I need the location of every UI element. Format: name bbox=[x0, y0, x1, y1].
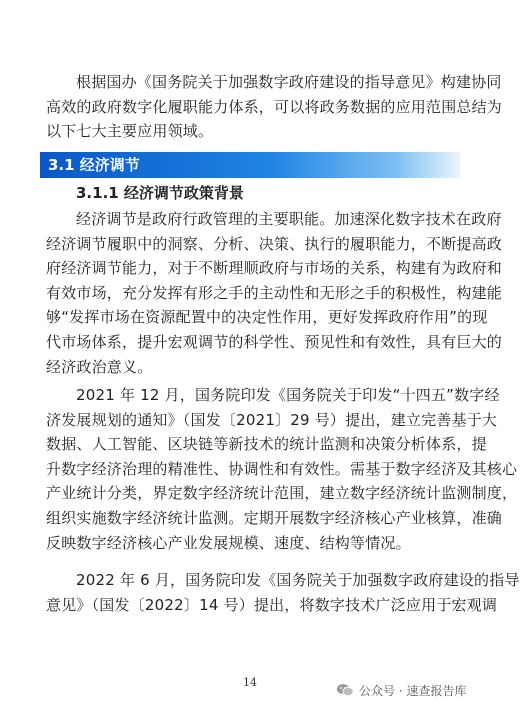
text-line: 2022 年 6 月，国务院印发《国务院关于加强数字政府建设的指导 bbox=[76, 571, 520, 589]
body-paragraph-3 bbox=[46, 568, 520, 617]
text-line: 经济政治意义。 bbox=[46, 357, 153, 376]
section-banner bbox=[40, 152, 460, 178]
wechat-icon bbox=[336, 683, 354, 697]
text-line: 数据、人工智能、区块链等新技术的统计监测和决策分析体系，提 bbox=[46, 435, 487, 454]
section-title: 3.1 经济调节 bbox=[48, 156, 140, 174]
text-line: 组织实施数字经济统计监测。定期开展数字经济核心产业核算，准确 bbox=[46, 508, 503, 527]
text-line: 够“发挥市场在资源配置中的决定性作用，更好发挥政府作用”的现 bbox=[46, 308, 488, 327]
text-line: 产业统计分类，界定数字经济统计范围，建立数字经济统计监测制度， bbox=[46, 484, 518, 503]
text-line: 以下七大主要应用领域。 bbox=[46, 122, 214, 141]
text-line: 经济调节是政府行政管理的主要职能。加速深化数字技术在政府 bbox=[76, 210, 502, 228]
text-line: 根据国办《国务院关于加强数字政府建设的指导意见》构建协同 bbox=[76, 73, 502, 91]
body-paragraph-1 bbox=[46, 207, 503, 379]
text-line: 反映数字经济核心产业发展规模、速度、结构等情况。 bbox=[46, 533, 411, 552]
page-number: 14 bbox=[243, 676, 257, 689]
text-line: 有效市场，充分发挥有形之手的主动性和无形之手的积极性，构建能 bbox=[46, 283, 503, 302]
text-line: 经济调节履职中的洞察、分析、决策、执行的履职能力，不断提高政 bbox=[46, 234, 503, 253]
subsection-title: 3.1.1 经济调节政策背景 bbox=[76, 184, 244, 202]
text-line: 府经济调节能力，对于不断理顺政府与市场的关系，构建有为政府和 bbox=[46, 259, 503, 278]
text-line: 高效的政府数字化履职能力体系，可以将政务数据的应用范围总结为 bbox=[46, 97, 503, 116]
text-line: 意见》（国发〔2022〕14 号）提出，将数字技术广泛应用于宏观调 bbox=[46, 595, 498, 614]
text-line: 2021 年 12 月，国务院印发《国务院关于印发“十四五”数字经 bbox=[76, 386, 500, 404]
body-paragraph-2 bbox=[46, 383, 518, 555]
text-line: 代市场体系，提升宏观调节的科学性、预见性和有效性，具有巨大的 bbox=[46, 332, 503, 351]
text-line: 升数字经济治理的精准性、协调性和有效性。需基于数字经济及其核心 bbox=[46, 459, 518, 478]
text-line: 济发展规划的通知》（国发〔2021〕29 号）提出，建立完善基于大 bbox=[46, 410, 498, 429]
watermark bbox=[336, 680, 466, 700]
intro-paragraph bbox=[46, 70, 503, 144]
watermark-text: 公众号 · 速查报告库 bbox=[359, 683, 467, 698]
